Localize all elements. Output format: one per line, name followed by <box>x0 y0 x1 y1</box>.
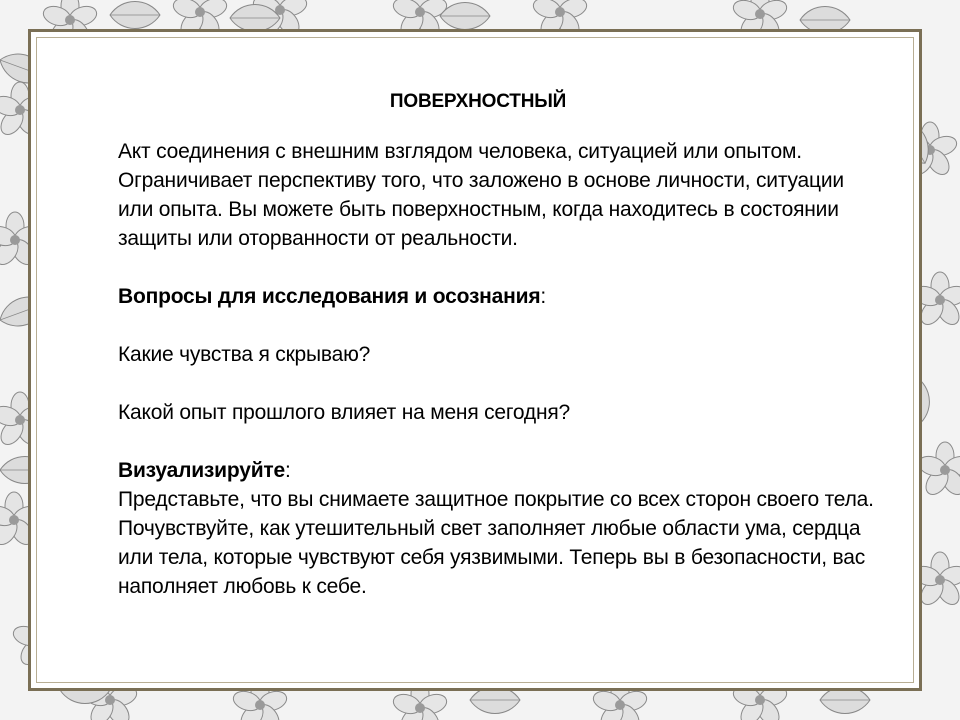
visualize-text: Представьте, что вы снимаете защитное покрытие со всех сторон своего тела. Почувствуйте, как утешительный свет заполняет любые области ума, сердца или тела, которые чувствуют себя уязвимыми. Теперь вы в безопасности, вас наполняет любовь к себе. <box>118 488 874 598</box>
slide-content <box>118 88 878 601</box>
question-2: Какой опыт прошлого влияет на меня сегодня? <box>118 401 571 424</box>
questions-heading: Вопросы для исследования и осознания <box>118 285 541 308</box>
visualize-heading-colon: : <box>284 459 291 482</box>
slide-title: ПОВЕРХНОСТНЫЙ <box>389 91 567 112</box>
questions-heading-colon: : <box>540 285 547 308</box>
question-1: Какие чувства я скрываю? <box>118 343 371 366</box>
questions-heading-line <box>118 282 878 311</box>
visualize-heading-line <box>118 456 878 485</box>
visualize-heading: Визуализируйте <box>118 459 285 482</box>
definition-text: Акт соединения с внешним взглядом человека, ситуацией или опытом. Ограничивает перспективу того, что заложено в основе личности, ситуации или опыта. Вы можете быть поверхностным, когда находитесь в состоянии защиты или оторванности от реальности. <box>118 140 844 250</box>
